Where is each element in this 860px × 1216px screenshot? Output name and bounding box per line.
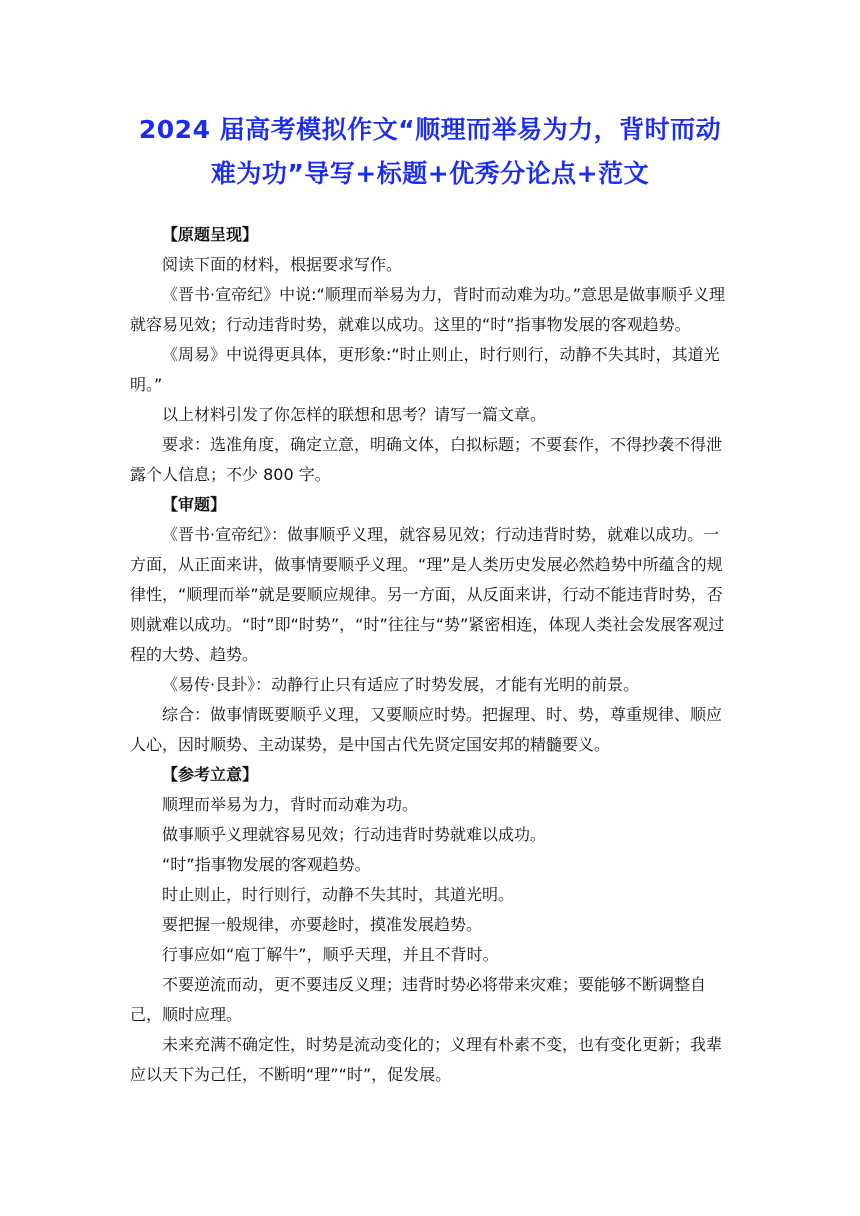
section-analysis — [130, 490, 730, 760]
section-heading: 【原题呈现】 — [162, 225, 259, 244]
paragraph: 时止则止，时行则行，动静不失其时，其道光明。 — [162, 885, 515, 904]
paragraph: 《易传·艮卦》：动静行止只有适应了时势发展，才能有光明的前景。 — [162, 675, 640, 694]
paragraph: 《晋书·宣帝纪》中说:“顺理而举易为力，背时而动难为功。”意思是做事顺乎义理就容易见效；行动违背时势，就难以成功。这里的“时”指事物发展的客观趋势。 — [130, 285, 726, 334]
section-reference-ideas — [130, 760, 730, 1090]
paragraph: 要求：选准角度，确定立意，明确文体，白拟标题；不要套作，不得抄袭不得泄露个人信息；不少 800 字。 — [130, 435, 723, 484]
section-heading: 【参考立意】 — [162, 765, 259, 784]
paragraph: 不要逆流而动，更不要违反义理；违背时势必将带来灾难；要能够不断调整自己，顺时应理。 — [130, 975, 707, 1024]
section-original-question — [130, 220, 730, 490]
paragraph: 《周易》中说得更具体，更形象:“时止则止，时行则行，动静不失其时，其道光明。” — [130, 345, 720, 394]
paragraph: “时”指事物发展的客观趋势。 — [162, 855, 371, 874]
paragraph: 做事顺乎义理就容易见效；行动违背时势就难以成功。 — [162, 825, 547, 844]
paragraph: 以上材料引发了你怎样的联想和思考？请写一篇文章。 — [162, 405, 547, 424]
paragraph: 未来充满不确定性，时势是流动变化的；义理有朴素不变，也有变化更新；我辈应以天下为己任，不断明“理”“时”，促发展。 — [130, 1035, 723, 1084]
paragraph: 阅读下面的材料，根据要求写作。 — [162, 255, 403, 274]
paragraph: 顺理而举易为力，背时而动难为功。 — [162, 795, 419, 814]
paragraph: 综合：做事情既要顺乎义理，又要顺应时势。把握理、时、势，尊重规律、顺应人心，因时顺势、主动谋势，是中国古代先贤定国安邦的精髓要义。 — [130, 705, 723, 754]
document-title: 2024 届高考模拟作文“顺理而举易为力，背时而动难为功”导写+标题+优秀分论点+范文 — [138, 115, 722, 188]
paragraph: 《晋书·宣帝纪》：做事顺乎义理，就容易见效；行动违背时势，就难以成功。一方面，从正面来讲，做事情要顺乎义理。“理”是人类历史发展必然趋势中所蕴含的规律性，“顺理而举”就是要顺应规律。另一方面，从反面来讲，行动不能违背时势，否则就难以成功。“时”即“时势”，“时”往往与“势”紧密相连，体现人类社会发展客观过程的大势、趋势。 — [130, 525, 725, 664]
paragraph: 行事应如“庖丁解牛”，顺乎天理，并且不背时。 — [162, 945, 499, 964]
section-heading: 【审题】 — [162, 495, 227, 514]
paragraph: 要把握一般规律，亦要趁时，摸准发展趋势。 — [162, 915, 483, 934]
